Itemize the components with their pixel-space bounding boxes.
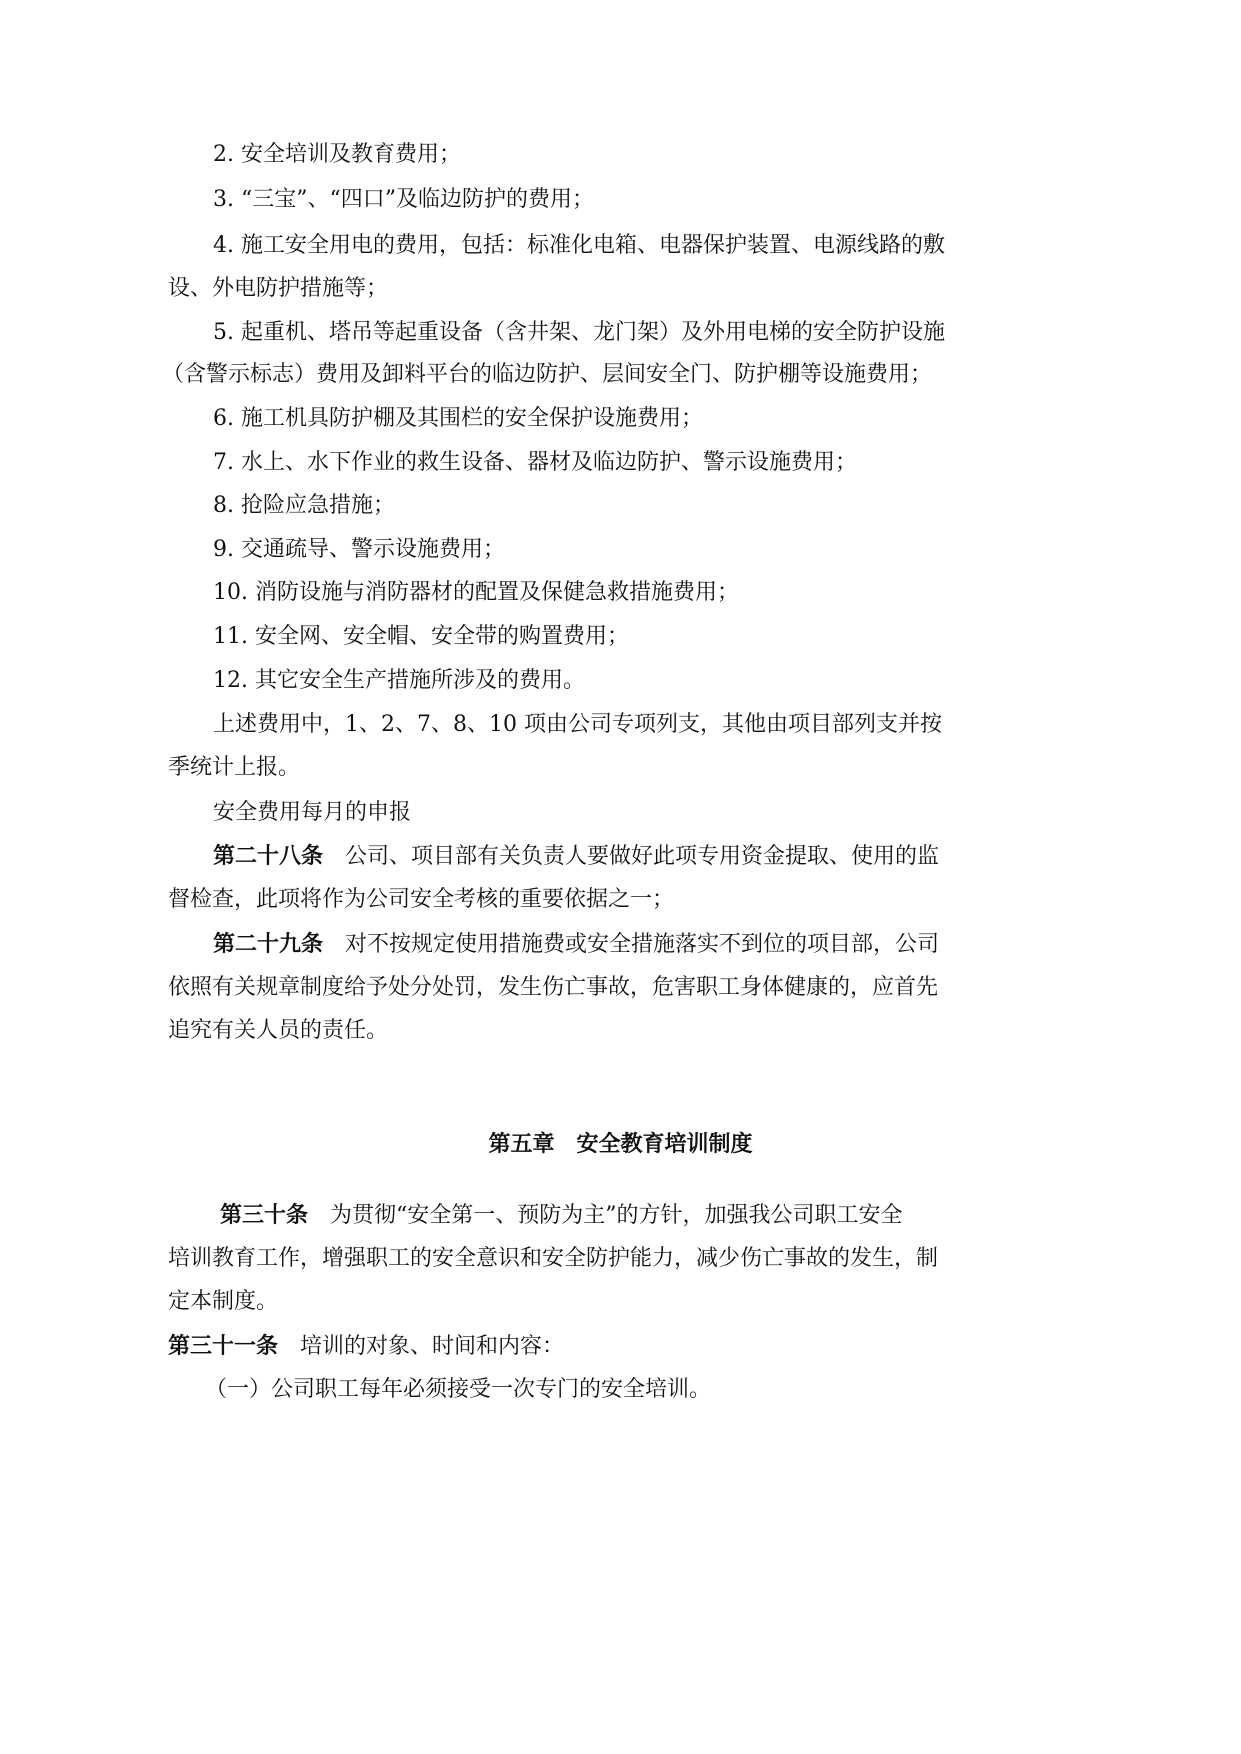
list-item-10: 10. 消防设施与消防器材的配置及保健急救措施费用；	[213, 580, 739, 605]
list-item-8: 8. 抢险应急措施；	[213, 493, 395, 518]
list-item-11: 11. 安全网、安全帽、安全带的购置费用；	[213, 624, 629, 649]
list-item-4-line1: 4. 施工安全用电的费用，包括：标准化电箱、电器保护装置、电源线路的敷	[213, 233, 945, 258]
chapter-5-title: 第五章 安全教育培训制度	[488, 1131, 753, 1157]
list-item-5-line2: （含警示标志）费用及卸料平台的临边防护、层间安全门、防护棚等设施费用；	[162, 362, 933, 387]
list-item-5-line1: 5. 起重机、塔吊等起重设备（含井架、龙门架）及外用电梯的安全防护设施	[213, 320, 945, 345]
article-30-line2: 培训教育工作，增强职工的安全意识和安全防护能力，减少伤亡事故的发生，制	[168, 1246, 939, 1271]
list-item-6: 6. 施工机具防护棚及其围栏的安全保护设施费用；	[213, 406, 703, 431]
article-29-line1	[213, 929, 939, 960]
article-29-label: 第二十九条	[213, 931, 324, 957]
article-31	[168, 1331, 564, 1362]
list-item-9: 9. 交通疏导、警示设施费用；	[213, 537, 505, 562]
article-30-line1	[220, 1200, 903, 1231]
article-28-text: 公司、项目部有关负责人要做好此项专用资金提取、使用的监	[323, 844, 940, 869]
list-item-3: 3. “三宝”、“四口”及临边防护的费用；	[213, 187, 594, 212]
summary-line2: 季统计上报。	[168, 755, 301, 780]
list-item-7: 7. 水上、水下作业的救生设备、器材及临边防护、警示设施费用；	[213, 450, 857, 475]
article-30-label: 第三十条	[220, 1202, 309, 1228]
article-30-text: 为贯彻“安全第一、预防为主”的方针，加强我公司职工安全	[308, 1203, 903, 1228]
article-31-label: 第三十一条	[168, 1333, 279, 1359]
article-30-line3: 定本制度。	[168, 1289, 279, 1314]
article-29-text: 对不按规定使用措施费或安全措施落实不到位的项目部，公司	[323, 932, 940, 957]
subheading-monthly-report: 安全费用每月的申报	[213, 800, 412, 825]
article-31-item-1: （一）公司职工每年必须接受一次专门的安全培训。	[205, 1377, 712, 1402]
article-29-line2: 依照有关规章制度给予处分处罚，发生伤亡事故，危害职工身体健康的，应首先	[168, 975, 939, 1000]
article-29-line3: 追究有关人员的责任。	[168, 1018, 389, 1043]
article-31-text: 培训的对象、时间和内容：	[278, 1334, 565, 1359]
summary-line1: 上述费用中，1、2、7、8、10 项由公司专项列支，其他由项目部列支并按	[213, 712, 942, 737]
list-item-4-line2: 设、外电防护措施等；	[168, 276, 389, 301]
article-28-line1	[213, 841, 939, 872]
article-28-line2: 督检查，此项将作为公司安全考核的重要依据之一；	[168, 887, 675, 912]
article-28-label: 第二十八条	[213, 843, 324, 869]
list-item-2: 2. 安全培训及教育费用；	[213, 142, 461, 167]
list-item-12: 12. 其它安全生产措施所涉及的费用。	[213, 668, 585, 693]
